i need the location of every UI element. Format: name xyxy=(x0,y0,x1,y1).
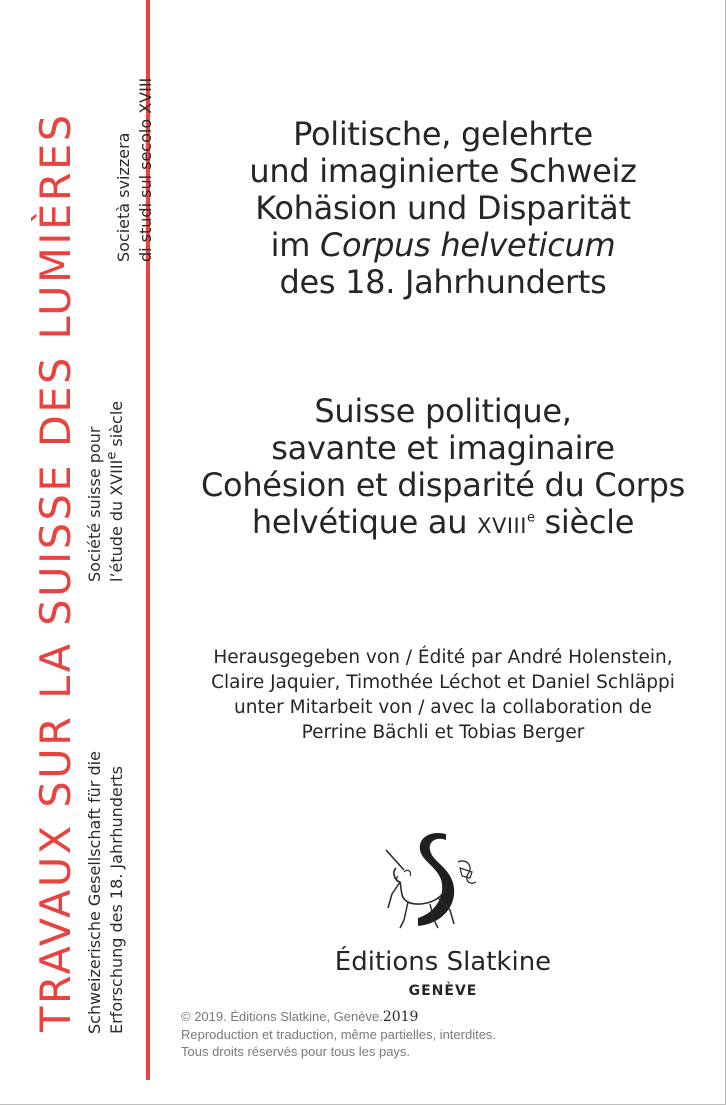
copyright-line xyxy=(181,1008,721,1026)
society-french-line: Société suisse pour xyxy=(85,426,104,582)
series-title: TRAVAUX SUR LA SUISSE DES LUMIÈRES xyxy=(31,112,80,1032)
editors-line: unter Mitarbeit von / avec la collaboration de xyxy=(234,697,652,718)
copyright-text: © 2019. Éditions Slatkine, Genève. xyxy=(181,1009,383,1024)
society-italian-line: di studi sul secolo XVIII xyxy=(136,77,155,262)
copyright-line: Reproduction et traduction, même partielles, interdites. xyxy=(181,1027,497,1042)
society-french xyxy=(84,282,128,582)
publisher-city: GENÈVE xyxy=(408,983,478,999)
title-french-sup: e xyxy=(526,510,535,526)
title-french-text: helvétique au xyxy=(251,503,478,541)
publication-year: 2019 xyxy=(382,1009,419,1025)
copyright-block xyxy=(181,1008,721,1060)
society-french-line xyxy=(106,282,128,582)
title-french-text: siècle xyxy=(534,503,635,541)
society-german-line: Erforschung des 18. Jahrhunderts xyxy=(107,765,126,1034)
title-german-line: Kohäsion und Disparität xyxy=(255,189,631,227)
title-french-line: Suisse politique, xyxy=(314,392,572,430)
title-german-text: im xyxy=(270,226,320,264)
society-french-sup: e xyxy=(104,451,120,460)
society-german xyxy=(84,734,128,1034)
society-french-text: l’étude du XVIII xyxy=(107,459,126,582)
title-french-century: XVIII xyxy=(477,514,527,538)
title-french xyxy=(160,393,726,545)
editors-block xyxy=(160,645,726,745)
title-german-line xyxy=(160,227,726,264)
editors-line: Claire Jaquier, Timothée Léchot et Daniel Schläppi xyxy=(211,672,675,693)
society-french-text: siècle xyxy=(107,400,126,452)
title-german-italic: Corpus helveticum xyxy=(319,226,616,264)
title-french-line: savante et imaginaire xyxy=(271,429,615,467)
society-italian xyxy=(113,12,157,262)
title-german-line: und imaginierte Schweiz xyxy=(249,152,637,190)
title-french-line: Cohésion et disparité du Corps xyxy=(201,466,685,504)
editors-line: Perrine Bächli et Tobias Berger xyxy=(301,722,585,743)
society-german-line: Schweizerische Gesellschaft für die xyxy=(85,751,104,1034)
title-french-line xyxy=(160,504,726,545)
title-german-line: des 18. Jahrhunderts xyxy=(279,263,607,301)
copyright-line: Tous droits réservés pour tous les pays. xyxy=(181,1044,411,1059)
editors-line: Herausgegeben von / Édité par André Holenstein, xyxy=(213,647,673,668)
society-italian-line: Società svizzera xyxy=(114,132,133,262)
publisher-name: Éditions Slatkine xyxy=(334,947,552,977)
title-german xyxy=(160,116,726,301)
unicorn-s-logo-icon xyxy=(378,828,488,936)
title-german-line: Politische, gelehrte xyxy=(293,115,593,153)
